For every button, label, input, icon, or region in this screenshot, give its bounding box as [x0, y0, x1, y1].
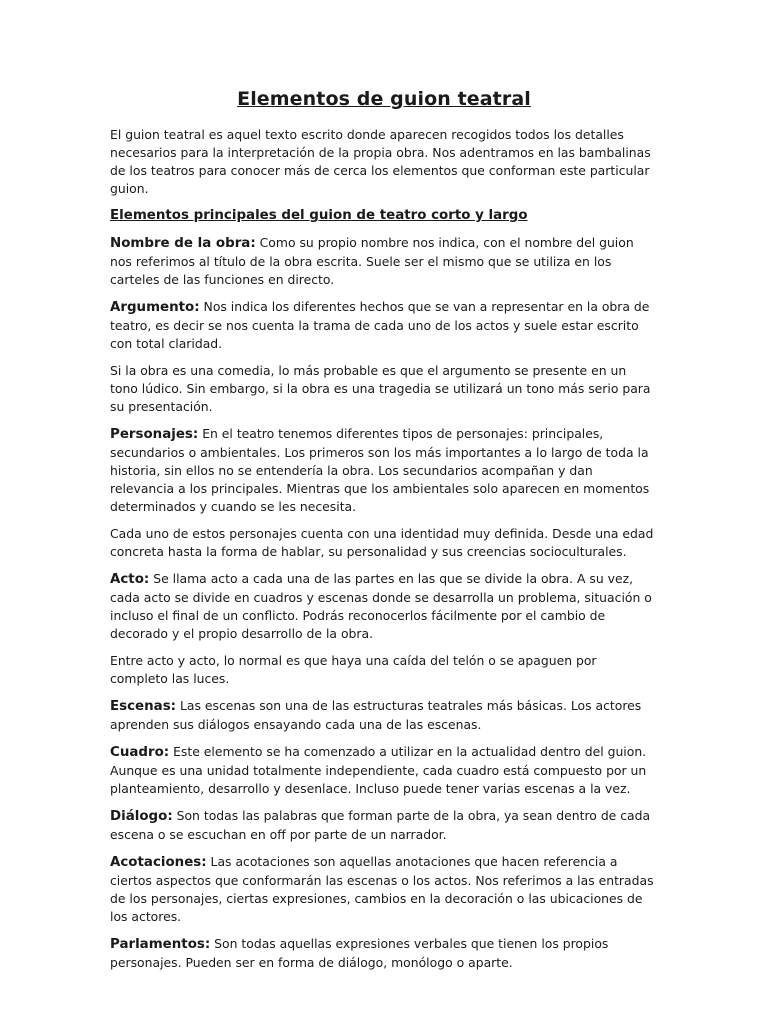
- term-label: Parlamentos:: [110, 937, 211, 952]
- intro-paragraph: El guion teatral es aquel texto escrito donde aparecen recogidos todos los detalles necesarios para la interpretación de la propia obra. Nos adentramos en las bambalinas de los teatros para conocer más de cerca los elementos que conforman este particular guion.: [110, 127, 651, 196]
- paragraph-text: Nos indica los diferentes hechos que se van a representar en la obra de teatro, es decir se nos cuenta la trama de cada uno de los actos y suele estar escrito con total claridad.: [110, 299, 650, 351]
- paragraph-argumento: [110, 298, 658, 353]
- section-heading: Elementos principales del guion de teatro corto y largo: [110, 208, 528, 223]
- paragraph-personajes-identidad: [110, 525, 658, 561]
- paragraph-text: En el teatro tenemos diferentes tipos de personajes: principales, secundarios o ambientales. Los primeros son los más importantes a lo largo de toda la historia, sin ellos no se entendería la obra. Los secundarios acompañan y dan relevancia a los principales. Mientras que los ambientales solo aparecen en momentos determinados y cuando se les necesita.: [110, 426, 650, 514]
- paragraph-text: Si la obra es una comedia, lo más probable es que el argumento se presente en un tono lúdico. Sin embargo, si la obra es una tragedia se utilizará un tono más serio para su presentación.: [110, 363, 651, 414]
- paragraph-text: Este elemento se ha comenzado a utilizar en la actualidad dentro del guion. Aunque es una unidad totalmente independiente, cada cuadro está compuesto por un planteamiento, desarrollo y desenlace. Incluso puede tener varias escenas a la vez.: [110, 744, 647, 796]
- document-title: Elementos de guion teatral: [237, 88, 531, 110]
- paragraph-text: Se llama acto a cada una de las partes en las que se divide la obra. A su vez, cada acto se divide en cuadros y escenas donde se desarrolla un problema, situación o incluso el final de un conflicto. Podrás reconocerlos fácilmente por el cambio de decorado y el propio desarrollo de la obra.: [110, 571, 652, 641]
- paragraph-acto: [110, 570, 658, 643]
- paragraph-personajes: [110, 425, 658, 516]
- term-label: Cuadro:: [110, 745, 170, 760]
- paragraph-argumento-tone: [110, 362, 658, 416]
- paragraph-acotaciones: [110, 853, 658, 926]
- paragraph-cuadro: [110, 743, 658, 798]
- term-label: Acotaciones:: [110, 855, 207, 870]
- paragraph-text: Las escenas son una de las estructuras teatrales más básicas. Los actores aprenden sus diálogos ensayando cada una de las escenas.: [110, 698, 642, 732]
- paragraph-nombre-de-la-obra: [110, 234, 658, 289]
- term-label: Acto:: [110, 572, 150, 587]
- paragraph-parlamentos: [110, 935, 658, 972]
- term-label: Diálogo:: [110, 809, 173, 824]
- term-label: Escenas:: [110, 699, 177, 714]
- paragraph-acto-telon: [110, 652, 658, 688]
- paragraph-escenas: [110, 697, 658, 734]
- document-body: [110, 86, 658, 981]
- term-label: Argumento:: [110, 300, 200, 315]
- paragraph-text: Las acotaciones son aquellas anotaciones que hacen referencia a ciertos aspectos que conformarán las escenas o los actos. Nos referimos a las entradas de los personajes, ciertas expresiones, cambios en la decoración o las ubicaciones de los actores.: [110, 854, 654, 924]
- paragraph-text: Como su propio nombre nos indica, con el nombre del guion nos referimos al título de la obra escrita. Suele ser el mismo que se utiliza en los carteles de las funciones en directo.: [110, 235, 634, 287]
- paragraph-text: Entre acto y acto, lo normal es que haya una caída del telón o se apaguen por completo las luces.: [110, 653, 597, 686]
- paragraph-text: Son todas las palabras que forman parte de la obra, ya sean dentro de cada escena o se escuchan en off por parte de un narrador.: [110, 808, 651, 842]
- term-label: Personajes:: [110, 427, 199, 442]
- paragraph-text: Cada uno de estos personajes cuenta con una identidad muy definida. Desde una edad concreta hasta la forma de hablar, su personalidad y sus creencias socioculturales.: [110, 526, 654, 559]
- paragraph-dialogo: [110, 807, 658, 844]
- term-label: Nombre de la obra:: [110, 236, 256, 251]
- paragraph-text: Son todas aquellas expresiones verbales que tienen los propios personajes. Pueden ser en forma de diálogo, monólogo o aparte.: [110, 936, 609, 970]
